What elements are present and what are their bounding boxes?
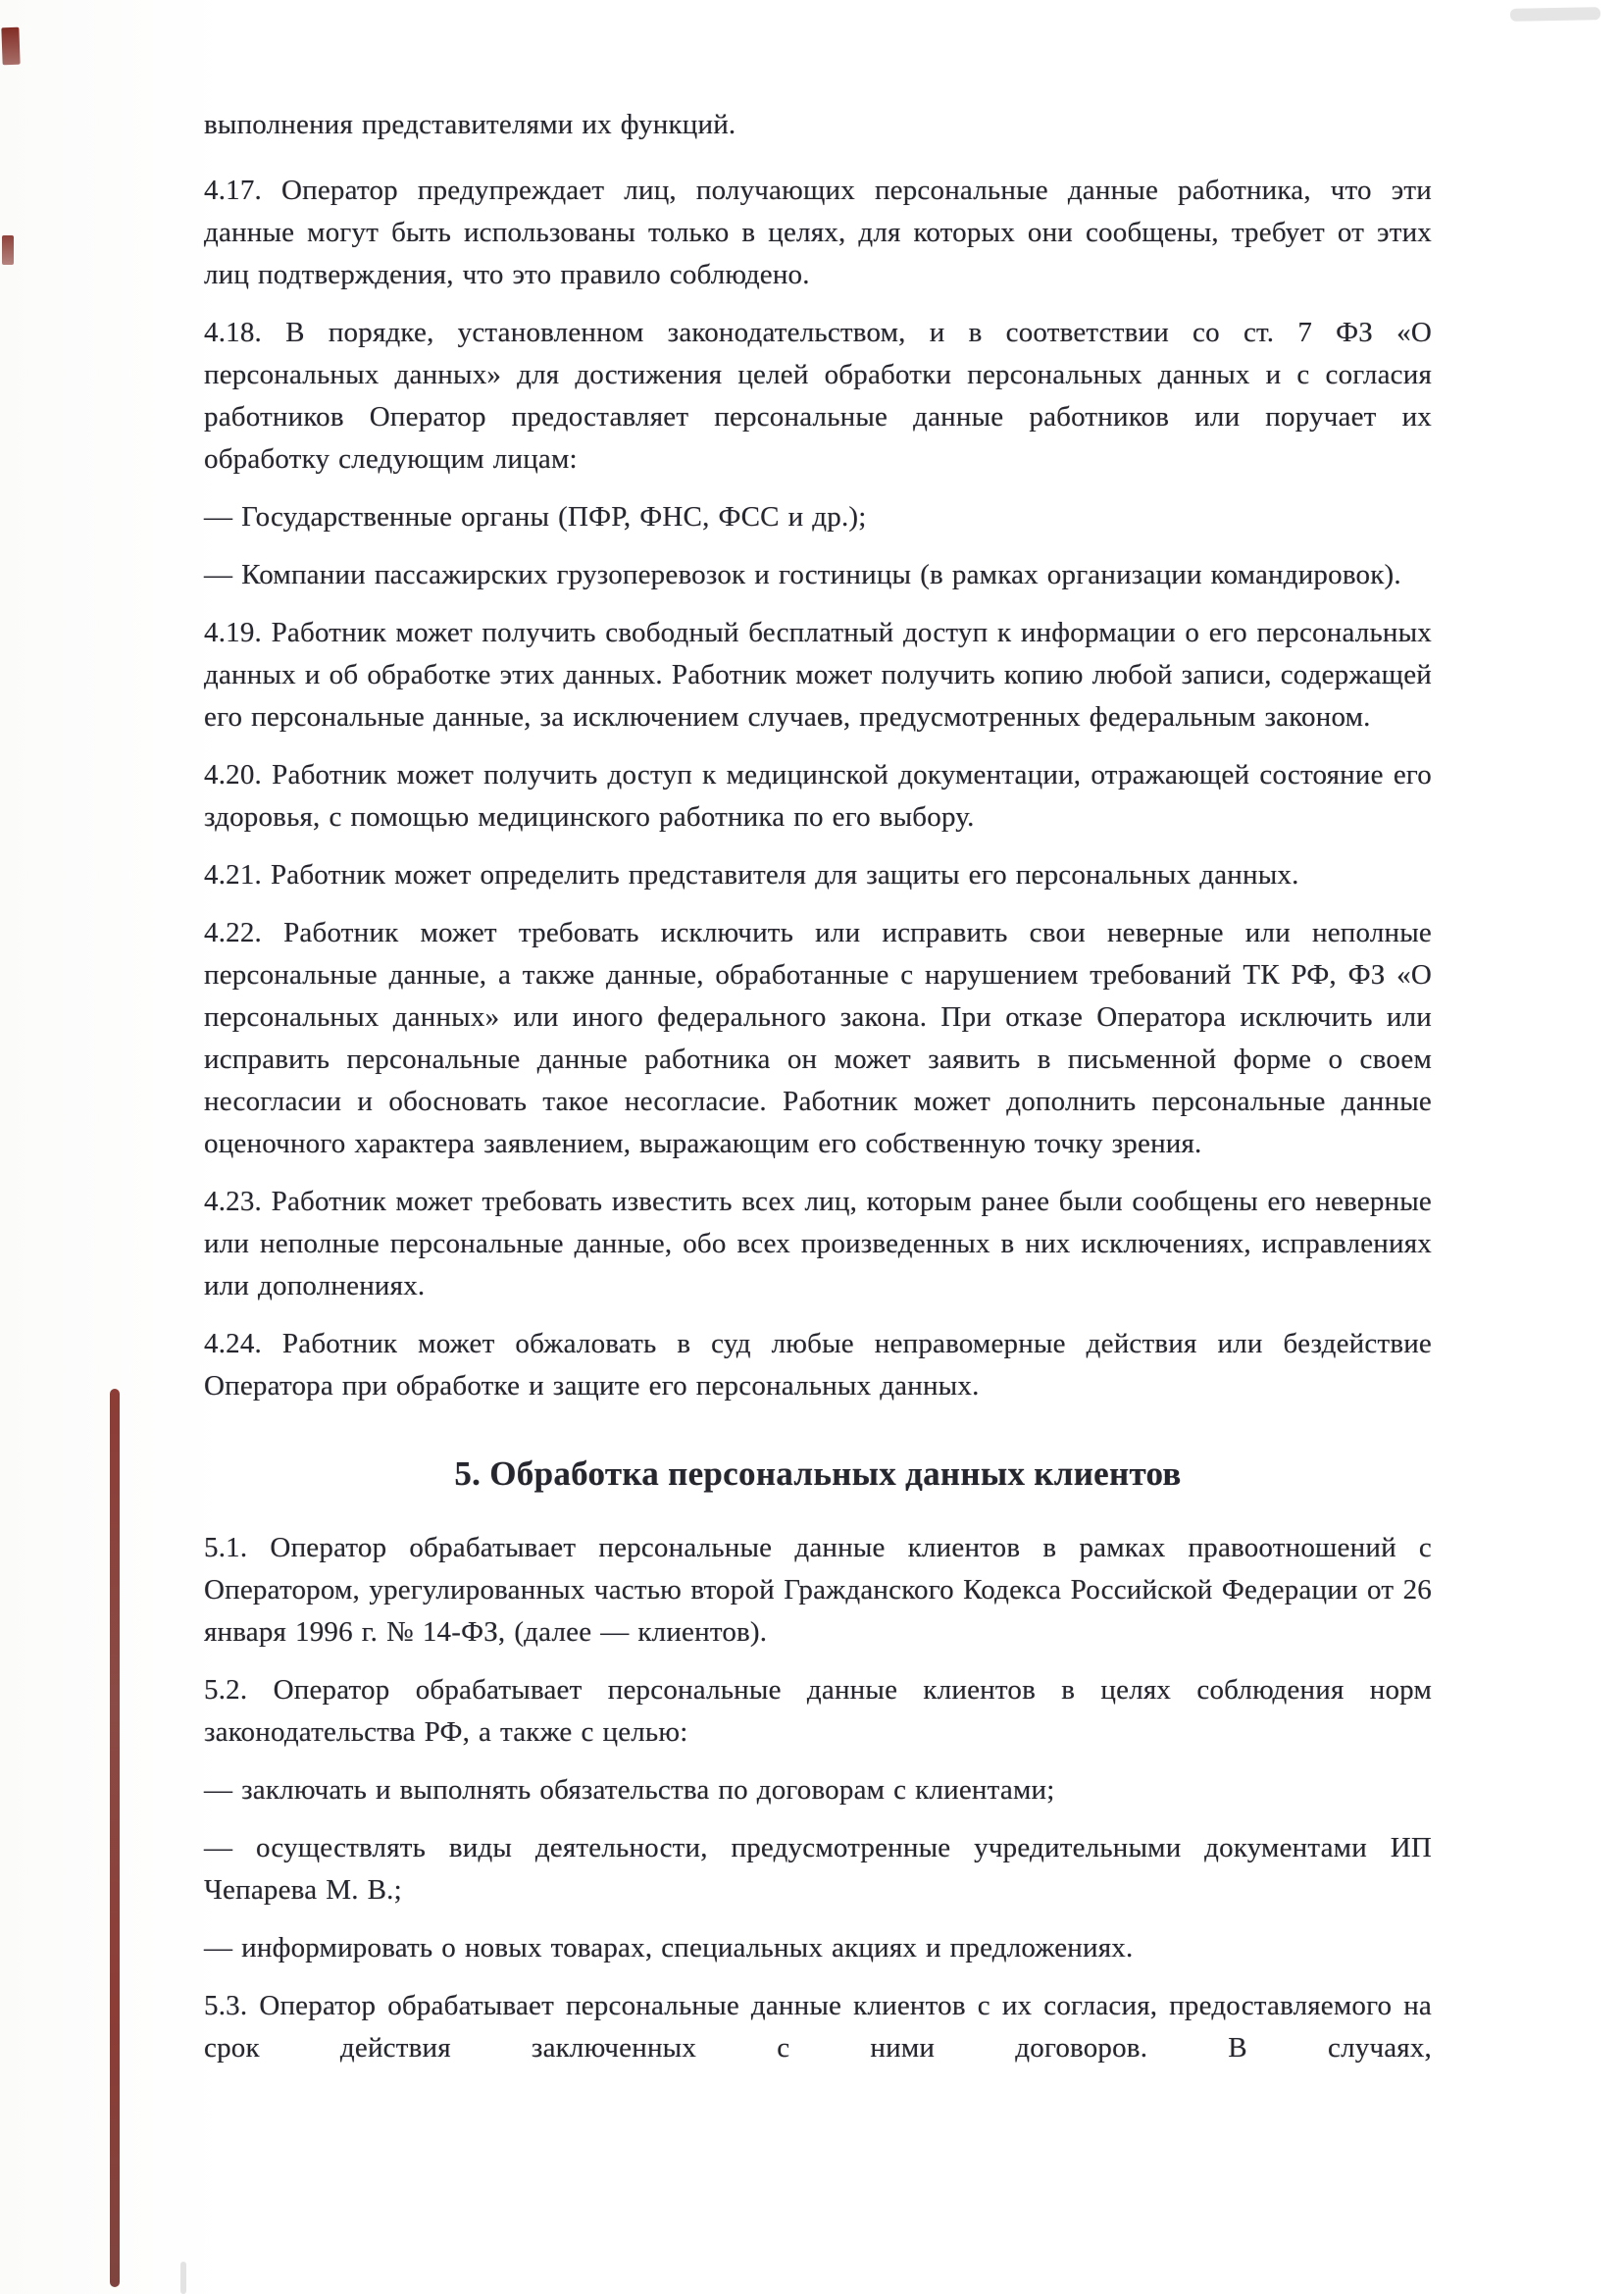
scan-artifact-red-vertical-streak (110, 1389, 120, 2287)
paragraph-5-3: 5.3. Оператор обрабатывает персональные данные клиентов с их согласия, предоставляемого на срок действия заключенных с ними договоров. В случаях, (204, 1990, 1432, 2064)
list-item-contracts: — заключать и выполнять обязательства по договорам с клиентами; (204, 1774, 1055, 1806)
scan-artifact-gray-smudge-top-right (1510, 7, 1600, 22)
paragraph-4-24: 4.24. Работник может обжаловать в суд любые неправомерные действия или бездействие Оператора при обработке и защите его персональных данных. (204, 1328, 1432, 1402)
scan-artifact-red-tick-second (2, 235, 14, 265)
paragraph-5-2: 5.2. Оператор обрабатывает персональные данные клиентов в целях соблюдения норм законодательства РФ, а также с целью: (204, 1674, 1432, 1748)
paragraph-4-23: 4.23. Работник может требовать известить всех лиц, которым ранее были сообщены его неверные или неполные персональные данные, обо всех произведенных в них исключениях, исправлениях или дополнениях. (204, 1186, 1432, 1301)
paragraph-5-1: 5.1. Оператор обрабатывает персональные данные клиентов в рамках правоотношений с Оператором, урегулированных частью второй Гражданского Кодекса Российской Федерации от 26 января 1996 г. № 14-ФЗ, (далее — клиентов). (204, 1532, 1432, 1648)
list-item-inform-offers: — информировать о новых товарах, специальных акциях и предложениях. (204, 1932, 1134, 1963)
scan-artifact-red-tick-top (1, 27, 20, 66)
document-text-block (204, 104, 1432, 2085)
list-item-transport-companies: — Компании пассажирских грузоперевозок и гостиницы (в рамках организации командировок). (204, 559, 1401, 590)
paragraph-4-20: 4.20. Работник может получить доступ к медицинской документации, отражающей состояние его здоровья, с помощью медицинского работника по его выбору. (204, 759, 1432, 833)
scan-artifact-gray-smudge-bottom-left (180, 2262, 186, 2294)
list-item-state-bodies: — Государственные органы (ПФР, ФНС, ФСС и др.); (204, 501, 867, 533)
paragraph-4-22: 4.22. Работник может требовать исключить или исправить свои неверные или неполные персональные данные, а также данные, обработанные с нарушением требований ТК РФ, ФЗ «О персональных данных» или иного федерального закона. При отказе Оператора исключить или исправить персональные данные работника он может заявить в письменной форме о своем несогласии и обосновать такое несогласие. Работник может дополнить персональные данные оценочного характера заявлением, выражающим его собственную точку зрения. (204, 917, 1432, 1159)
paragraph-continuation: выполнения представителями их функций. (204, 109, 736, 140)
paragraph-4-18: 4.18. В порядке, установленном законодательством, и в соответствии со ст. 7 ФЗ «О персональных данных» для достижения целей обработки персональных данных и с согласия работников Оператор предоставляет персональные данные работников или поручает их обработку следующим лицам: (204, 317, 1432, 475)
paragraph-4-19: 4.19. Работник может получить свободный бесплатный доступ к информации о его персональных данных и об обработке этих данных. Работник может получить копию любой записи, содержащей его персональные данные, за исключением случаев, предусмотренных федеральным законом. (204, 617, 1432, 733)
paragraph-4-17: 4.17. Оператор предупреждает лиц, получающих персональные данные работника, что эти данные могут быть использованы только в целях, для которых они сообщены, требует от этих лиц подтверждения, что это правило соблюдено. (204, 175, 1432, 290)
paragraph-4-21: 4.21. Работник может определить представителя для защиты его персональных данных. (204, 859, 1299, 891)
list-item-activities: — осуществлять виды деятельности, предусмотренные учредительными документами ИП Чепарева М. В.; (204, 1832, 1432, 1906)
section-5-heading: 5. Обработка персональных данных клиентов (454, 1454, 1182, 1493)
